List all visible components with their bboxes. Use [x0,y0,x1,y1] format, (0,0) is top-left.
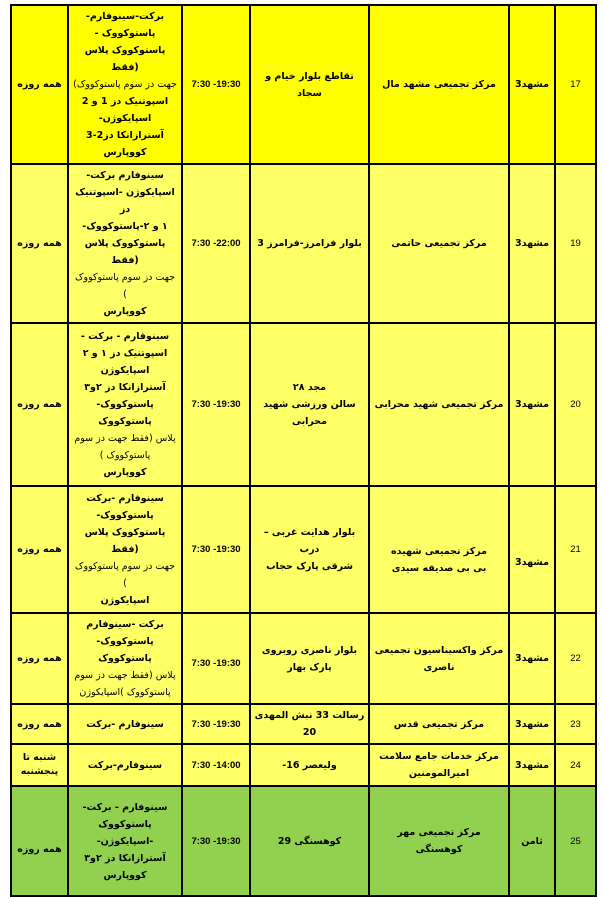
vaccine-line: پاستوکووک- [96,510,154,521]
vaccine-line: سینوفارم - برکت - [80,331,170,342]
address-line: بلوار ناصری روبروی [261,644,358,656]
vaccine-line: -اسپایکوژن- [96,835,154,847]
table-row [11,786,596,896]
vaccine-line: جهت دز سوم پاستوکووک ) [74,561,175,589]
vaccines-cell [68,486,182,613]
district-cell: مشهد3 [509,323,555,486]
center-name-cell [369,164,509,323]
vaccine-line: آسترازانکا دز ۲و۳ [84,852,166,864]
center-name-cell [369,786,509,896]
address-line: شرقی پارک حجاب [266,561,353,572]
address-cell [250,323,369,486]
center-name-cell [369,486,509,613]
table-row [11,5,596,164]
table-row [11,613,596,704]
days-cell: همه روزه [11,786,68,896]
vaccine-line: اسپوتنیک دز ۱ و ۲ [82,348,168,359]
hours-cell: 7:30 -19:30 [182,5,250,164]
center-name-cell [369,704,509,744]
vaccine-line: کووپارس [103,467,147,478]
district-cell: مشهد3 [509,5,555,164]
address-cell [250,164,369,323]
center-name-line: مرکز تجمیعی حاتمی [391,238,487,249]
district-cell: مشهد3 [509,744,555,786]
center-name-line: بی بی صدیقه سیدی [391,562,487,574]
days-cell: همه روزه [11,323,68,486]
district-cell: ثامن [509,786,555,896]
row-number-cell: 22 [555,613,596,704]
vaccines-cell [68,744,182,786]
table-row [11,704,596,744]
vaccine-line: سینوفارم برکت- [86,170,164,181]
vaccine-line: برکت -سینوفارم [86,619,164,630]
address-line: سالن ورزشی شهید محرابی [263,399,356,427]
vaccine-line: سینوفارم -برکت [86,493,164,504]
address-cell [250,5,369,164]
center-name-line: مرکز تجمیعی شهید محرابی [374,399,504,410]
center-name-cell [369,5,509,164]
row-number-cell: 24 [555,744,596,786]
address-line: ولیعصر 16- [282,759,337,771]
hours-cell: 7:30 -22:00 [182,164,250,323]
table-row [11,323,596,486]
vaccine-line: سینوفارم-برکت [87,759,163,771]
days-cell: همه روزه [11,486,68,613]
address-cell [250,704,369,744]
row-number-cell: 19 [555,164,596,323]
vaccine-line: اسپوتنیک دز 1 و 2 [81,96,169,107]
table-row [11,164,596,323]
center-name-line: ناصری [423,661,455,673]
vaccines-cell [68,5,182,164]
vaccine-line: آسترازانکا دز ۲و۳ [84,382,166,393]
row-number-cell: 21 [555,486,596,613]
address-line: بلوار فرامرز-فرامرز 3 [257,238,362,249]
vaccine-line: کووپارس [103,306,147,317]
vaccine-line: پاستوکووک پلاس (فقط [84,45,166,73]
address-cell [250,786,369,896]
center-name-cell [369,744,509,786]
hours-cell: 7:30 -19:30 [182,704,250,744]
center-name-line: مرکز تجمیعی شهیده [390,545,488,557]
center-name-line: مرکز خدمات جامع سلامت [379,751,499,762]
center-name-line: مرکز تجمیعی مهر کوهسنگی [397,827,481,855]
row-number-cell: 23 [555,704,596,744]
center-name-line: مرکز تجمیعی قدس [393,718,485,730]
days-cell: همه روزه [11,704,68,744]
vaccine-line: کووپارس [103,147,147,158]
days-cell: شنبه تا پنجشنبه [11,744,68,786]
vaccine-line: برکت-سینوفارم- [85,11,165,22]
center-name-cell [369,613,509,704]
row-number-cell: 25 [555,786,596,896]
vaccine-line: پاستوکووک- پاستوکووک [96,636,154,664]
vaccine-line: جهت دز سوم پاستوکووک) [73,79,177,90]
vaccine-line: پاستوکووک پلاس (فقط [84,527,166,555]
days-cell: همه روزه [11,5,68,164]
district-cell: مشهد3 [509,613,555,704]
vaccine-line: آسترازانکا دز2-3 [86,130,164,141]
vaccine-line: پاستوکووک ) [99,450,151,461]
hours-cell: 7:30 -19:30 [182,486,250,613]
address-line: کوهسنگی 29 [277,835,342,847]
vaccine-line: اسپایکوژن [100,365,150,376]
days-cell: همه روزه [11,613,68,704]
address-line: مجد ۲۸ [292,382,327,393]
vaccine-line: پاستوکووک [98,818,152,830]
address-line: رسالت 33 نبش المهدی 20 [254,710,365,738]
vaccines-cell [68,323,182,486]
address-line: پارک بهار [287,661,332,673]
vaccine-line: اسپایکوژن -اسپوتنیک دز [75,187,175,215]
hours-cell: 7:30 -19:30 [182,323,250,486]
hours-cell: 7:30 -19:30 [182,613,250,704]
row-number-cell: 20 [555,323,596,486]
district-cell: مشهد3 [509,164,555,323]
days-cell: همه روزه [11,164,68,323]
vaccine-line: پاستوکووک پلاس (فقط [84,238,166,266]
vaccine-line: ۱ و ۲-پاستوکووک- [82,221,168,232]
district-cell: مشهد3 [509,704,555,744]
row-number-cell: 17 [555,5,596,164]
vaccine-line: پاستوکووک- پاستوکووک [96,399,154,427]
hours-cell: 7:30 -14:00 [182,744,250,786]
vaccines-cell [68,164,182,323]
vaccines-cell [68,786,182,896]
vaccination-centers-table [10,4,597,897]
vaccines-cell [68,613,182,704]
vaccine-line: پاستوکووک - [94,28,156,39]
center-name-line: امیرالمومنین [408,768,470,779]
center-name-line: مرکز تجمیعی مشهد مال [382,79,496,90]
vaccine-line: سینوفارم - برکت- [82,801,168,813]
center-name-line: مرکز واکسیناسیون تجمیعی [374,644,504,656]
vaccine-line: پلاس (فقط جهت دز سوم [74,433,176,444]
vaccines-cell [68,704,182,744]
vaccine-line: جهت دز سوم پاستوکووک ) [74,272,175,300]
vaccine-line: سینوفارم -برکت [86,718,164,730]
table-row [11,744,596,786]
address-cell [250,744,369,786]
vaccine-line: اسپایکوژن- [98,113,152,124]
address-cell [250,613,369,704]
vaccine-line: اسپایکوژن [100,595,150,606]
district-cell: مشهد3 [509,486,555,613]
vaccine-line: پاستوکووک )اسپایکوژن [79,687,171,698]
vaccine-line: کووپارس [103,869,147,881]
hours-cell: 7:30 -19:30 [182,786,250,896]
address-cell [250,486,369,613]
address-line: بلوار هدایت غربی – درب [263,527,356,555]
center-name-cell [369,323,509,486]
vaccine-line: پلاس (فقط جهت دز سوم [74,670,176,681]
address-line: تقاطع بلوار خیام و سجاد [265,70,354,99]
table-row [11,486,596,613]
